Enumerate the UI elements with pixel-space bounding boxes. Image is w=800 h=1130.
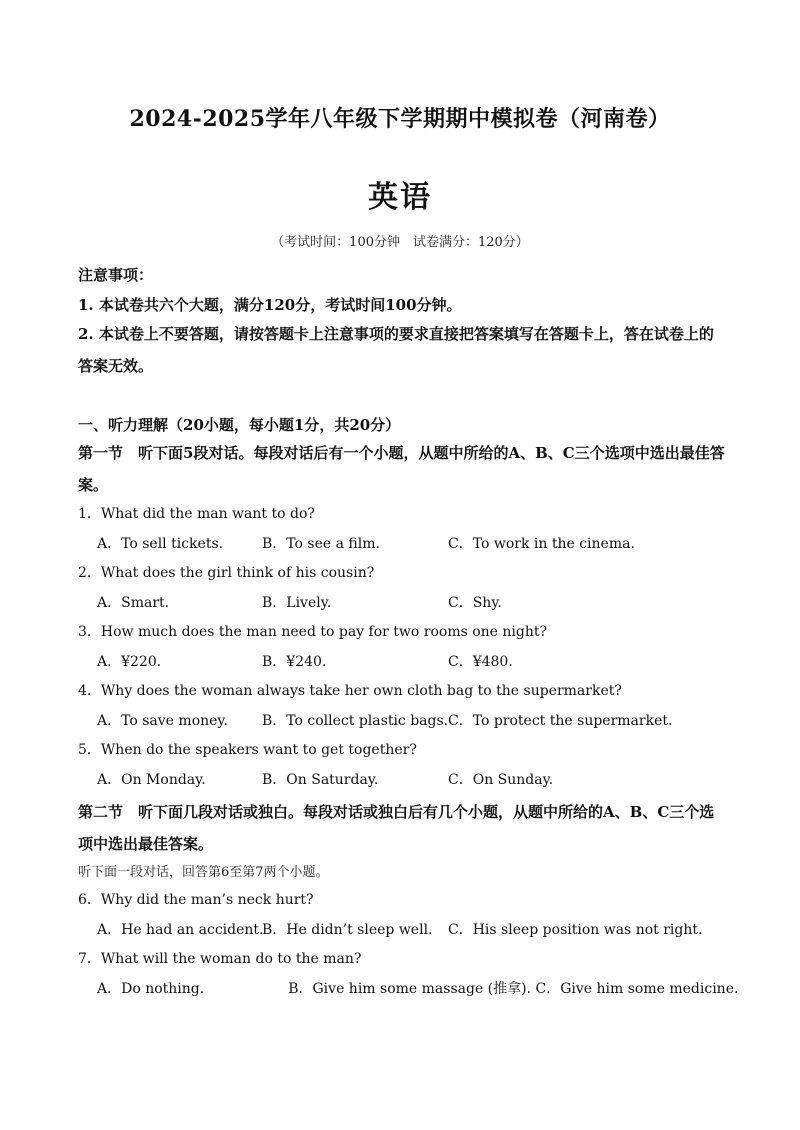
part1-heading: 一、听力理解（20小题，每小题1分，共20分） bbox=[78, 416, 401, 434]
question-3-option-b: B．¥240. bbox=[262, 654, 327, 670]
notice-item-2: 2. 本试卷上不要答题，请按答题卡上注意事项的要求直接把答案填写在答题卡上，答在试卷上的答案无效。 bbox=[78, 325, 714, 375]
question-2-stem: 2．What does the girl think of his cousin? bbox=[78, 565, 375, 581]
exam-time-info: （考试时间：100分钟 试卷满分：120分） bbox=[271, 235, 529, 250]
notice-heading: 注意事项： bbox=[78, 266, 154, 284]
question-4-stem: 4．Why does the woman always take her own cloth bag to the supermarket? bbox=[78, 683, 622, 699]
question-6-option-c: C．His sleep position was not right. bbox=[448, 922, 703, 938]
question-6-stem: 6．Why did the man’s neck hurt? bbox=[78, 892, 314, 908]
question-5-stem: 5．When do the speakers want to get together? bbox=[78, 742, 417, 758]
question-7-stem: 7．What will the woman do to the man? bbox=[78, 951, 362, 967]
question-1-option-b: B．To see a film. bbox=[262, 536, 380, 552]
question-3-option-a: A．¥220. bbox=[97, 654, 162, 670]
question-4-option-a: A．To save money. bbox=[97, 713, 228, 729]
question-1-option-a: A．To sell tickets. bbox=[97, 536, 224, 552]
question-5-option-c: C．On Sunday. bbox=[448, 772, 554, 788]
question-3-option-c: C．¥480. bbox=[448, 654, 513, 670]
notice-item-1: 1. 本试卷共六个大题，满分120分，考试时间100分钟。 bbox=[78, 296, 462, 314]
question-2-option-b: B．Lively. bbox=[262, 595, 332, 611]
question-6-option-a: A．He had an accident. bbox=[97, 922, 264, 938]
question-2-option-a: A．Smart. bbox=[97, 595, 170, 611]
question-1-option-c: C．To work in the cinema. bbox=[448, 536, 635, 552]
question-1-stem: 1．What did the man want to do? bbox=[78, 506, 315, 522]
question-5-option-b: B．On Saturday. bbox=[262, 772, 379, 788]
question-7-options: A．Do nothing. B．Give him some massage (推拿). C．Give him some medicine. bbox=[97, 981, 739, 997]
question-4-option-b: B．To collect plastic bags. bbox=[262, 713, 449, 729]
section2-intro: 第二节 听下面几段对话或独白。每段对话或独白后有几个小题，从题中所给的A、B、C三个选项中选出最佳答案。 bbox=[78, 803, 715, 853]
question-6-option-b: B．He didn’t sleep well. bbox=[262, 922, 433, 938]
question-4-option-c: C．To protect the supermarket. bbox=[448, 713, 673, 729]
question-5-option-a: A．On Monday. bbox=[97, 772, 206, 788]
question-3-stem: 3．How much does the man need to pay for two rooms one night? bbox=[78, 624, 548, 640]
subject-title: 英语 bbox=[368, 180, 432, 215]
exam-title: 2024-2025学年八年级下学期期中模拟卷（河南卷） bbox=[129, 106, 671, 132]
listen-note: 听下面一段对话，回答第6至第7两个小题。 bbox=[78, 865, 329, 880]
question-2-option-c: C．Shy. bbox=[448, 595, 502, 611]
section1-intro: 第一节 听下面5段对话。每段对话后有一个小题，从题中所给的A、B、C三个选项中选出最佳答案。 bbox=[78, 444, 725, 494]
